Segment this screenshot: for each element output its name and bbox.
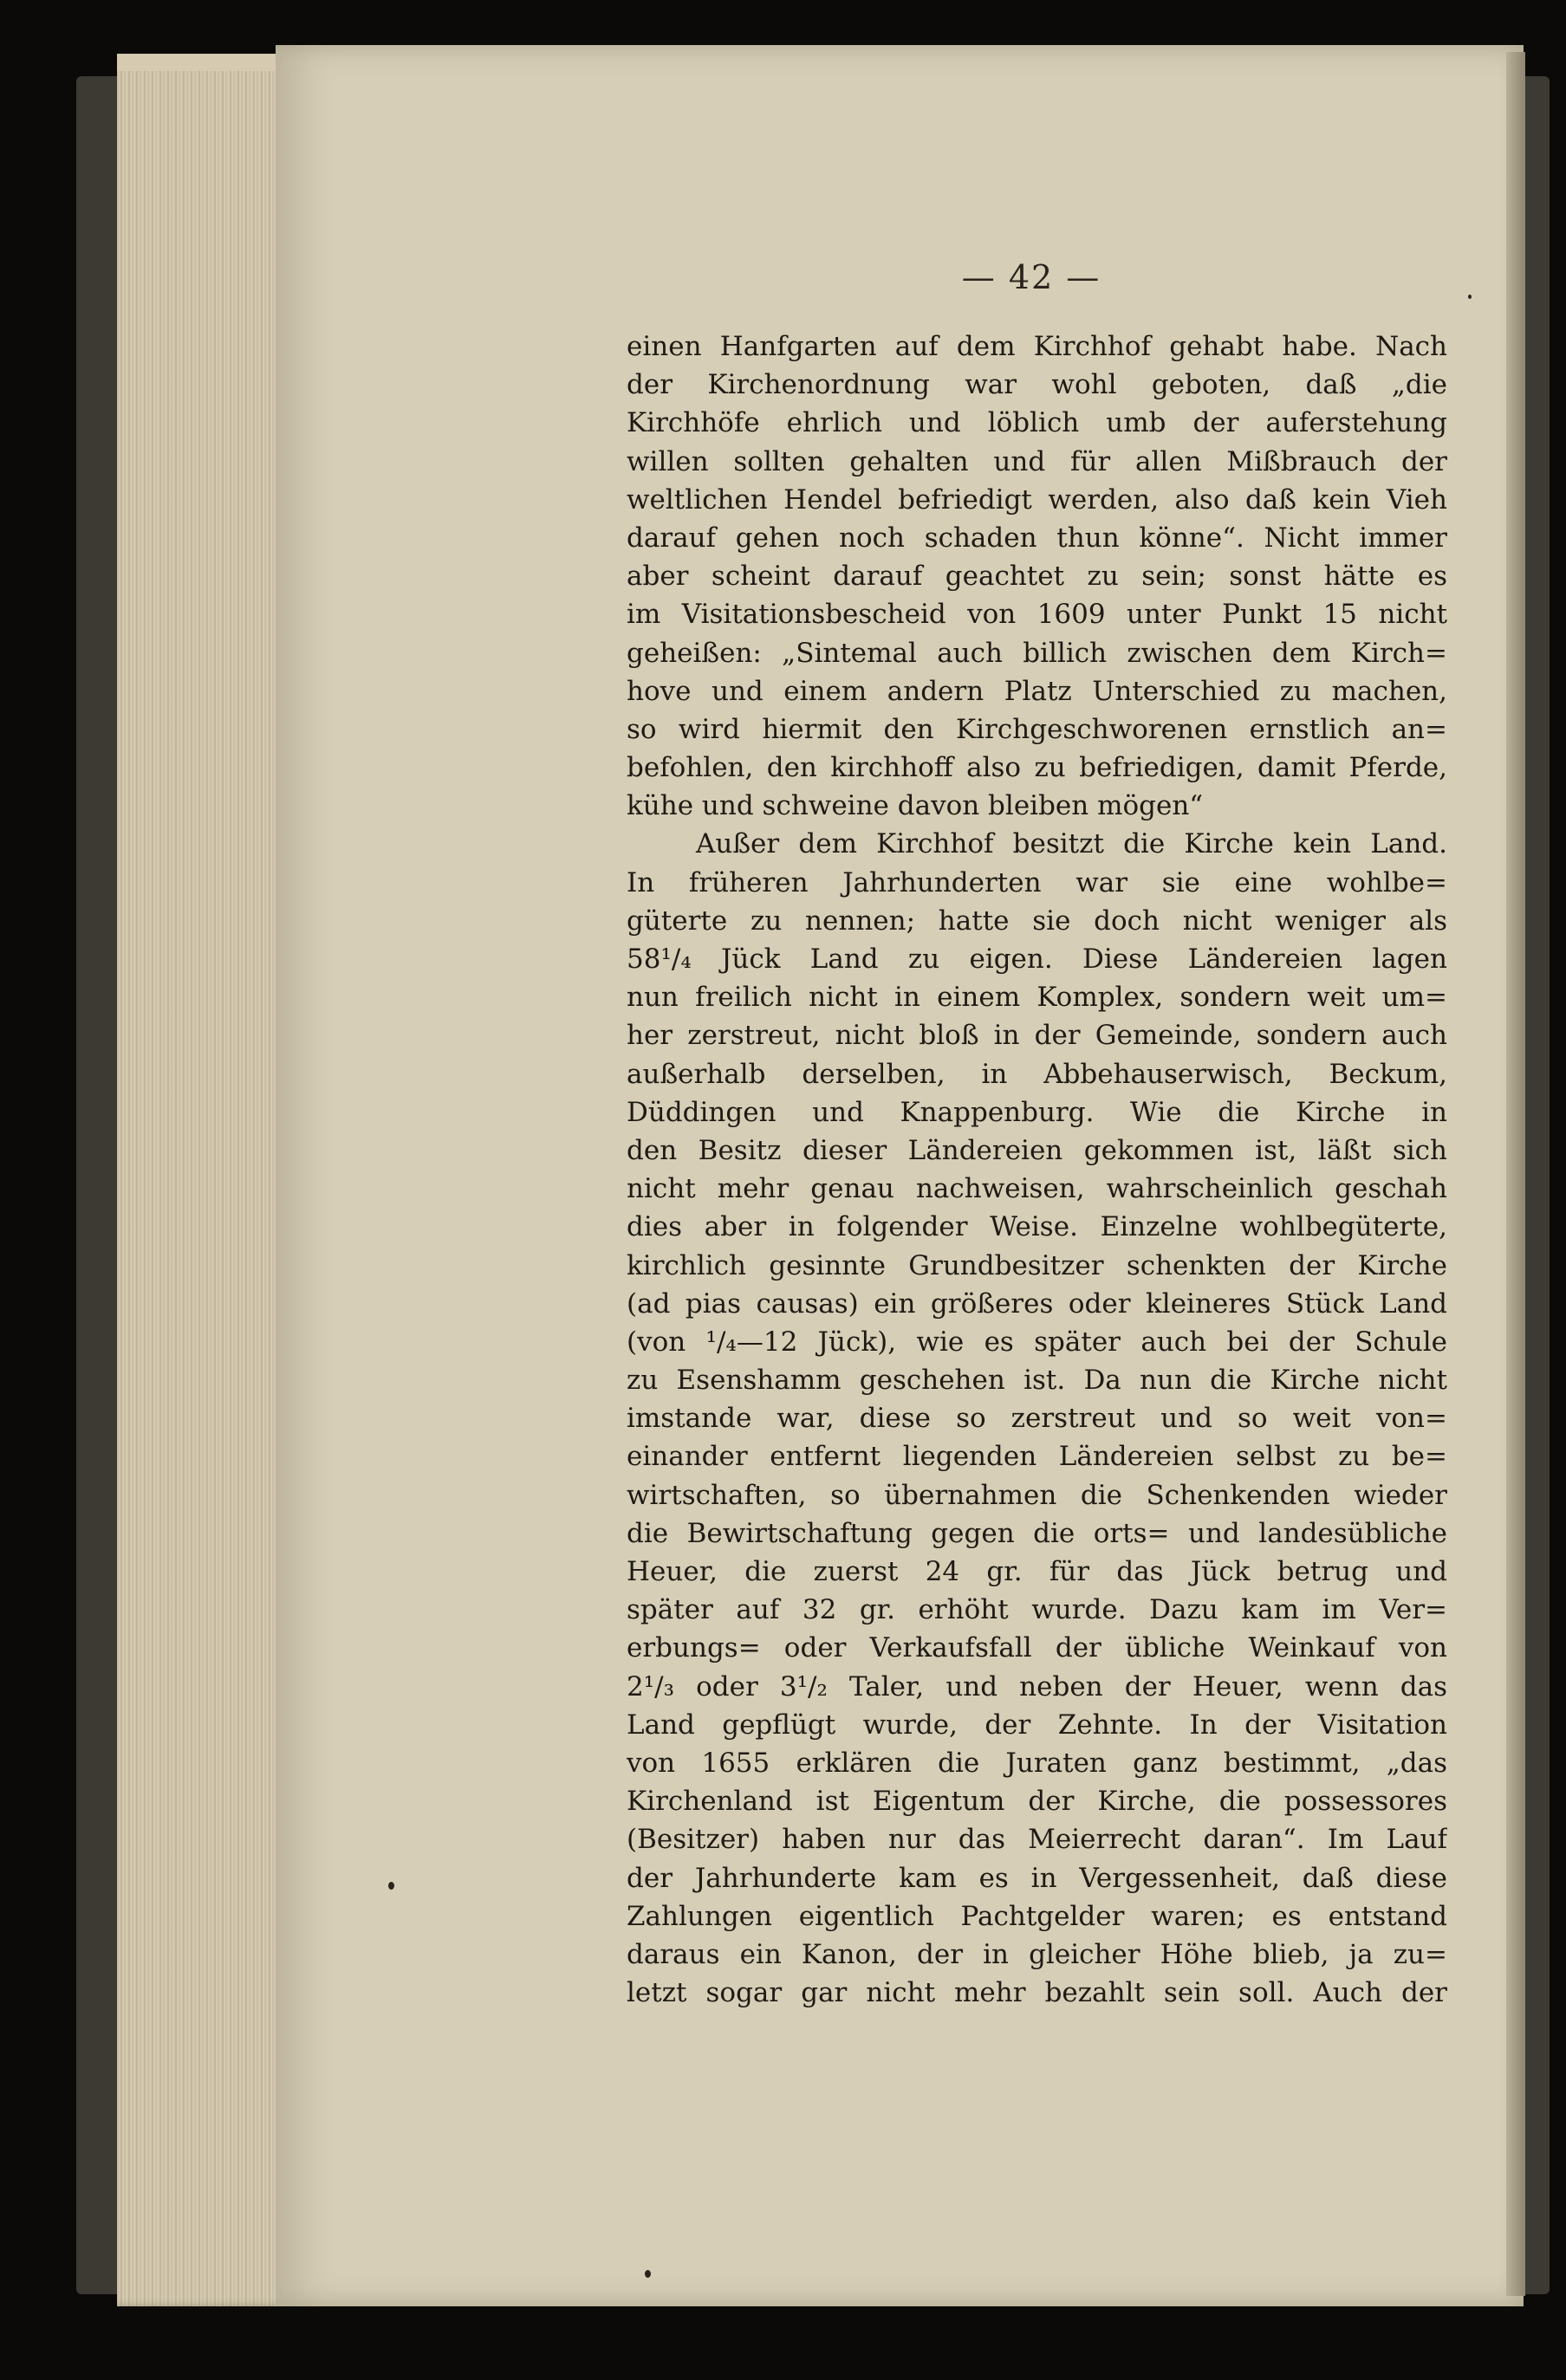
text-line: von 1655 erklären die Juraten ganz bestimmt, „das xyxy=(627,1747,1447,1779)
text-line: (ad pias causas) ein größeres oder kleineres Stück Land xyxy=(627,1287,1447,1320)
text-line: im Visitationsbescheid von 1609 unter Punkt 15 nicht xyxy=(627,599,1447,631)
page-number: — 42 — xyxy=(961,258,1101,296)
text-line: kühe und schweine davon bleiben mögen“ xyxy=(627,790,1204,822)
text-line: wirtschaften, so übernahmen die Schenkenden wieder xyxy=(627,1479,1447,1511)
text-line: erbungs= oder Verkaufsfall der übliche Weinkauf von xyxy=(627,1632,1447,1664)
text-line: (von ¹/₄—12 Jück), wie es später auch bei der Schule xyxy=(627,1326,1447,1358)
text-line: geheißen: „Sintemal auch billich zwischen dem Kirch= xyxy=(627,637,1447,669)
text-line: Heuer, die zuerst 24 gr. für das Jück betrug und xyxy=(627,1556,1447,1587)
text-line: (Besitzer) haben nur das Meierrecht daran“. Im Lauf xyxy=(627,1824,1447,1856)
text-line: weltlichen Hendel befriedigt werden, also daß kein Vieh xyxy=(627,483,1447,516)
text-line: später auf 32 gr. erhöht wurde. Dazu kam im Ver= xyxy=(627,1594,1447,1626)
page-edges-stack xyxy=(117,54,295,2306)
text-line: so wird hiermit den Kirchgeschworenen ernstlich an= xyxy=(627,713,1447,745)
text-line: einen Hanfgarten auf dem Kirchhof gehabt habe. Nach xyxy=(627,331,1447,362)
text-line: hove und einem andern Platz Unterschied zu machen, xyxy=(627,675,1447,707)
ink-speck xyxy=(1468,295,1472,299)
text-line: nicht mehr genau nachweisen, wahrscheinlich geschah xyxy=(627,1173,1447,1205)
text-line: zu Esenshamm geschehen ist. Da nun die Kirche nicht xyxy=(627,1365,1447,1397)
text-line: daraus ein Kanon, der in gleicher Höhe blieb, ja zu= xyxy=(627,1938,1447,1970)
text-line: imstande war, diese so zerstreut und so weit von= xyxy=(627,1403,1447,1435)
text-line: kirchlich gesinnte Grundbesitzer schenkten der Kirche xyxy=(627,1249,1447,1281)
text-line: her zerstreut, nicht bloß in der Gemeinde, sondern auch xyxy=(627,1020,1447,1052)
text-line: güterte zu nennen; hatte sie doch nicht weniger als xyxy=(627,905,1447,937)
text-line-paragraph-start: Außer dem Kirchhof besitzt die Kirche kein Land. xyxy=(696,828,1447,860)
text-line: willen sollten gehalten und für allen Mißbrauch der xyxy=(627,445,1447,477)
page-right-edge xyxy=(1506,52,1525,2296)
text-line: den Besitz dieser Ländereien gekommen ist, läßt sich xyxy=(627,1134,1447,1166)
text-line: Kirchenland ist Eigentum der Kirche, die possessores xyxy=(627,1786,1447,1818)
ink-speck xyxy=(388,1882,394,1890)
text-line: der Jahrhunderte kam es in Vergessenheit, daß diese xyxy=(627,1862,1447,1894)
text-line: 2¹/₃ oder 3¹/₂ Taler, und neben der Heuer, wenn das xyxy=(627,1670,1447,1702)
text-line: einander entfernt liegenden Ländereien selbst zu be= xyxy=(627,1441,1447,1473)
text-line: Düddingen und Knappenburg. Wie die Kirche in xyxy=(627,1096,1447,1128)
text-line: der Kirchenordnung war wohl geboten, daß „die xyxy=(627,369,1447,401)
text-line: nun freilich nicht in einem Komplex, sondern weit um= xyxy=(627,982,1447,1014)
ink-speck xyxy=(645,2270,651,2278)
text-line: außerhalb derselben, in Abbehauserwisch, Beckum, xyxy=(627,1058,1447,1090)
text-line: letzt sogar gar nicht mehr bezahlt sein soll. Auch der xyxy=(627,1977,1447,2009)
text-line: Land gepflügt wurde, der Zehnte. In der Visitation xyxy=(627,1709,1447,1741)
text-line: die Bewirtschaftung gegen die orts= und landesübliche xyxy=(627,1517,1447,1549)
text-line: Kirchhöfe ehrlich und löblich umb der auferstehung xyxy=(627,407,1447,439)
text-line: dies aber in folgender Weise. Einzelne wohlbegüterte, xyxy=(627,1211,1447,1243)
text-line: aber scheint darauf geachtet zu sein; sonst hätte es xyxy=(627,561,1447,593)
text-line: darauf gehen noch schaden thun könne“. Nicht immer xyxy=(627,522,1447,554)
page-edges-top xyxy=(117,54,295,71)
page-text xyxy=(627,327,1447,2012)
text-line: In früheren Jahrhunderten war sie eine wohlbe= xyxy=(627,866,1447,898)
text-line: Zahlungen eigentlich Pachtgelder waren; es entstand xyxy=(627,1900,1447,1932)
text-line: befohlen, den kirchhoff also zu befriedigen, damit Pferde, xyxy=(627,752,1447,784)
text-line: 58¹/₄ Jück Land zu eigen. Diese Ländereien lagen xyxy=(627,944,1447,975)
